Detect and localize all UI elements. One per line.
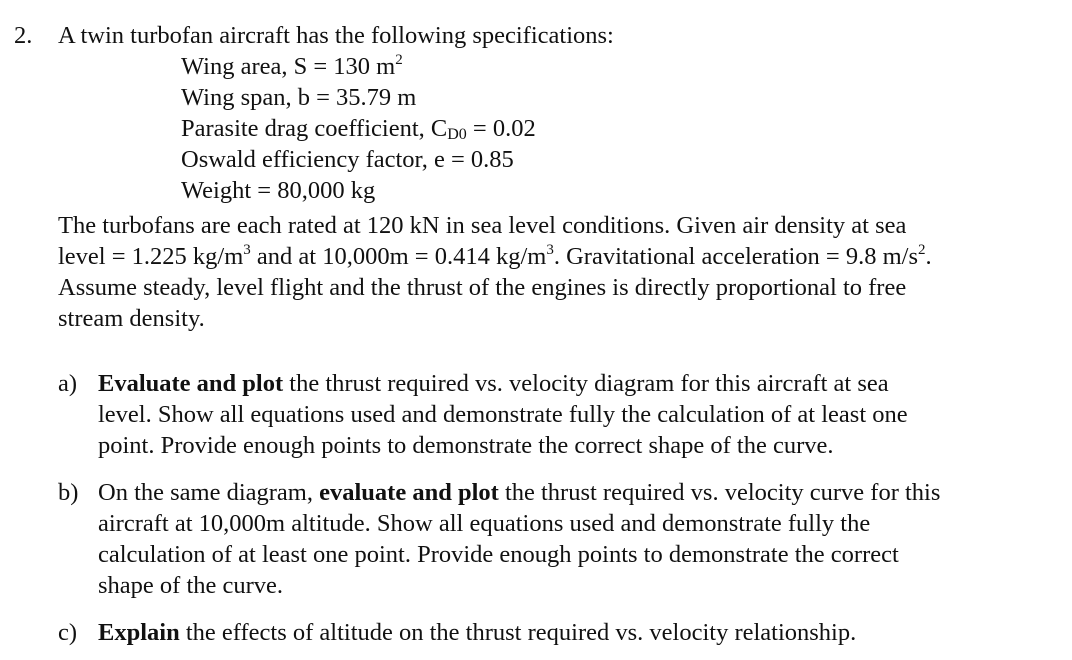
spec-parasite-drag-post: = 0.02 <box>466 115 536 142</box>
part-a-line-3: point. Provide enough points to demonstrate the correct shape of the curve. <box>98 432 834 459</box>
spec-oswald: Oswald efficiency factor, e = 0.85 <box>181 146 514 173</box>
paragraph-line-2-b: and at 10,000m = 0.414 kg/m <box>250 243 547 270</box>
paragraph-line-2-a: level = 1.225 kg/m <box>58 243 244 270</box>
part-b-line-3: calculation of at least one point. Provide enough points to demonstrate the correct <box>98 541 899 568</box>
part-c-line-1-rest: the effects of altitude on the thrust required vs. velocity relationship. <box>179 619 857 646</box>
paragraph-line-2 <box>58 241 932 272</box>
spec-wing-span: Wing span, b = 35.79 m <box>181 84 417 111</box>
spec-wing-area-sup: 2 <box>395 52 403 68</box>
spec-weight: Weight = 80,000 kg <box>181 177 376 204</box>
part-a-bold: Evaluate and plot <box>98 370 284 397</box>
part-a-line-1-rest: the thrust required vs. velocity diagram for this aircraft at sea <box>283 370 889 397</box>
part-b-line-2: aircraft at 10,000m altitude. Show all equations used and demonstrate fully the <box>98 510 871 537</box>
part-a-line-2: level. Show all equations used and demonstrate fully the calculation of at least one <box>98 401 908 428</box>
paragraph-line-2-sup-2: 3 <box>546 242 554 258</box>
part-c-bold: Explain <box>98 619 180 646</box>
part-b-line-1-pre: On the same diagram, <box>98 479 320 506</box>
part-b-line-1-rest: the thrust required vs. velocity curve for this <box>498 479 941 506</box>
question-number: 2. <box>14 22 33 49</box>
spec-parasite-drag <box>181 113 536 144</box>
paragraph-line-2-d: . <box>925 243 932 270</box>
part-a-label: a) <box>58 370 78 397</box>
part-b-line-1 <box>98 477 940 508</box>
paragraph-line-2-c: . Gravitational acceleration = 9.8 m/s <box>553 243 919 270</box>
paragraph-line-4: stream density. <box>58 305 205 332</box>
spec-wing-area <box>181 51 403 82</box>
part-c-line-1 <box>98 617 856 648</box>
paragraph-line-3: Assume steady, level flight and the thrust of the engines is directly proportional to free <box>58 274 907 301</box>
spec-parasite-drag-pre: Parasite drag coefficient, C <box>181 115 448 142</box>
part-b-label: b) <box>58 479 79 506</box>
paragraph-line-1: The turbofans are each rated at 120 kN in sea level conditions. Given air density at sea <box>58 212 907 239</box>
part-b-line-4: shape of the curve. <box>98 572 284 599</box>
spec-parasite-drag-sub: D0 <box>447 126 467 143</box>
part-a-line-1 <box>98 368 889 399</box>
part-b-bold: evaluate and plot <box>319 479 499 506</box>
paragraph-line-2-sup-3: 2 <box>918 242 926 258</box>
part-c-label: c) <box>58 619 78 646</box>
paragraph-line-2-sup-1: 3 <box>243 242 251 258</box>
question-intro: A twin turbofan aircraft has the following specifications: <box>58 22 614 49</box>
spec-wing-area-text: Wing area, S = 130 m <box>181 53 396 80</box>
